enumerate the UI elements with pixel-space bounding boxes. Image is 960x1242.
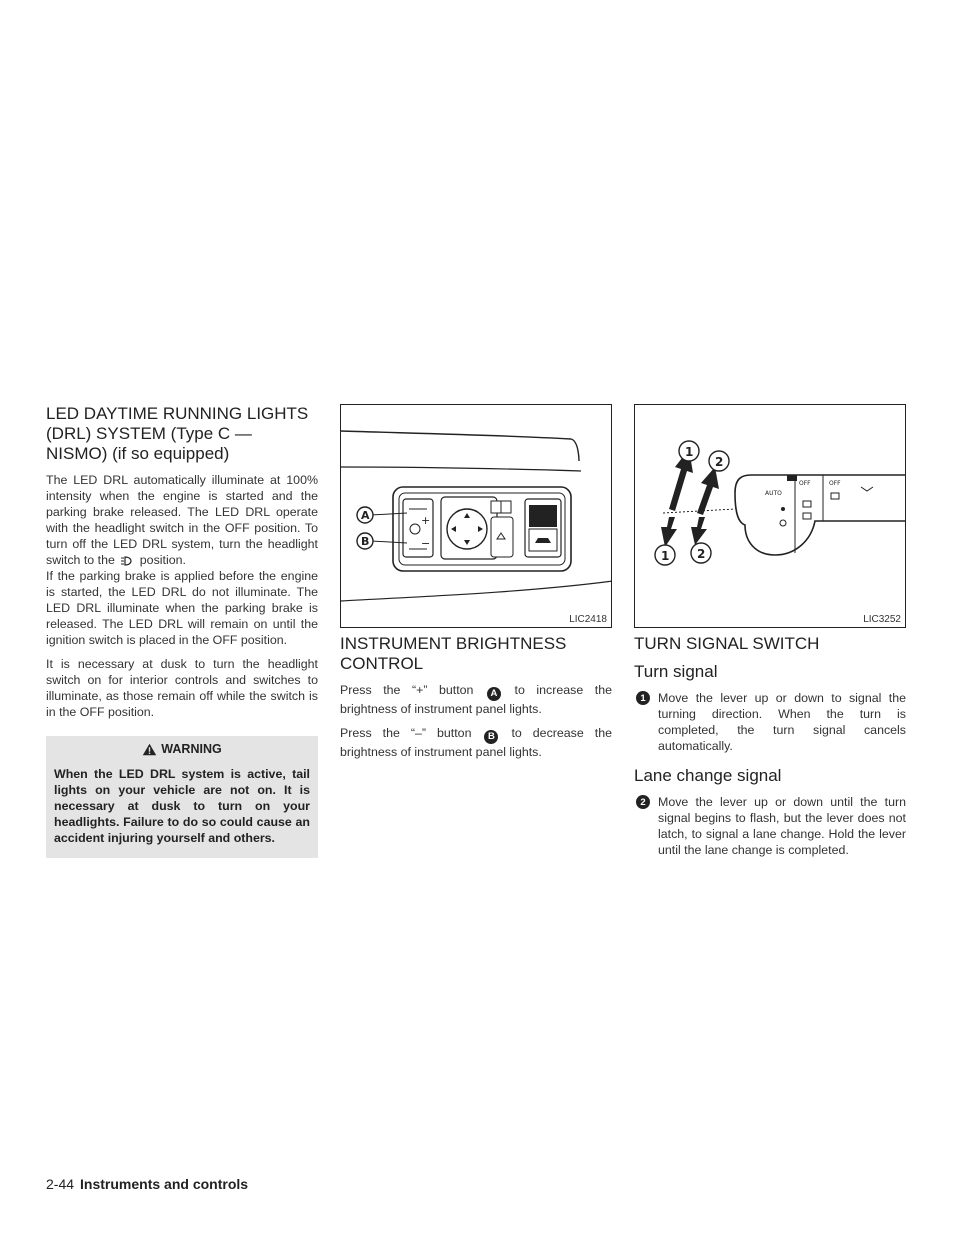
marker-a: A (487, 687, 501, 701)
lever-off-label-2: OFF (829, 480, 841, 487)
warning-triangle-icon (142, 743, 157, 756)
figure-number-1-top: 1 (685, 445, 694, 459)
led-drl-column (46, 404, 318, 858)
warning-label: WARNING (161, 742, 222, 756)
plus-sign: + (421, 514, 431, 527)
led-drl-title: LED DAYTIME RUNNING LIGHTS (DRL) SYSTEM (Type C — NISMO) (if so equipped) (46, 404, 309, 463)
step-marker-1: 1 (636, 691, 650, 705)
figure-code-lic3252: LIC3252 (863, 614, 901, 625)
warning-header (46, 736, 318, 760)
lever-off-label-1: OFF (799, 480, 811, 487)
warning-text: When the LED DRL system is active, tail lights on your vehicle are not on. It is necessary at dusk to turn on your headlights. Failure to do so could cause an accident injuring yourself and others. (54, 767, 310, 845)
brightness-p1-text-b: to increase the brightness of instrument panel lights. (340, 683, 612, 716)
brightness-paragraph-2 (340, 725, 612, 760)
brightness-p2-text-a: Press the “–” button (340, 726, 472, 740)
headlight-symbol-icon (120, 556, 134, 566)
turn-signal-figure (634, 404, 906, 628)
warning-box (46, 736, 318, 858)
led-drl-paragraph-1 (46, 472, 318, 568)
callout-a: A (361, 509, 370, 522)
minus-sign: − (421, 537, 431, 550)
chapter-title: Instruments and controls (80, 1176, 249, 1192)
brightness-p1-text-a: Press the “+” button (340, 683, 474, 697)
turn-signal-subtitle: Turn signal (634, 662, 718, 681)
lever-auto-label: AUTO (765, 490, 782, 497)
turn-signal-step (634, 690, 906, 754)
lane-change-step (634, 794, 906, 858)
instrument-panel-illustration (341, 405, 612, 628)
lane-change-step-text: Move the lever up or down until the turn signal begins to flash, but the lever does not latch, to signal a lane change. Hold the lever until the lane change is completed. (658, 795, 906, 857)
step-marker-2: 2 (636, 795, 650, 809)
figure-number-1-bottom: 1 (661, 549, 670, 563)
led-drl-p1-text-a: The LED DRL automatically illuminate at 100% intensity when the engine is started and the parking brake released. The LED DRL operate with the headlight switch in the OFF position. To turn off the LED DRL system, turn the headlight switch to the (46, 473, 318, 567)
brightness-p2-text-b: to decrease the brightness of instrument panel lights. (340, 726, 612, 759)
brightness-control-figure (340, 404, 612, 628)
brightness-column (340, 404, 612, 760)
turn-signal-column (634, 404, 906, 858)
turn-signal-title: TURN SIGNAL SWITCH (634, 634, 820, 653)
brightness-title: INSTRUMENT BRIGHTNESS CONTROL (340, 634, 567, 673)
page-number: 2-44 (46, 1176, 75, 1192)
led-drl-paragraph-2: If the parking brake is applied before the engine is started, the LED DRL do not illuminate. The LED DRL illuminate when the parking brake is released. The LED DRL will remain on until the ignition switch is placed in the OFF position. (46, 569, 318, 647)
turn-signal-lever-illustration (635, 405, 906, 628)
figure-code-lic2418: LIC2418 (569, 614, 607, 625)
turn-signal-step-text: Move the lever up or down to signal the turning direction. When the turn is completed, the turn signal cancels automatically. (658, 691, 906, 753)
figure-number-2-bottom: 2 (697, 547, 706, 561)
lane-change-subtitle: Lane change signal (634, 766, 782, 785)
led-drl-p1-text-b: position. (139, 553, 186, 567)
figure-number-2-top: 2 (715, 455, 724, 469)
callout-b: B (361, 535, 370, 548)
page-footer (46, 1176, 248, 1192)
brightness-paragraph-1 (340, 682, 612, 717)
led-drl-paragraph-3: It is necessary at dusk to turn the headlight switch on for interior controls and switches to illuminate, as those remain off while the switch is in the OFF position. (46, 657, 318, 719)
marker-b: B (484, 730, 498, 744)
